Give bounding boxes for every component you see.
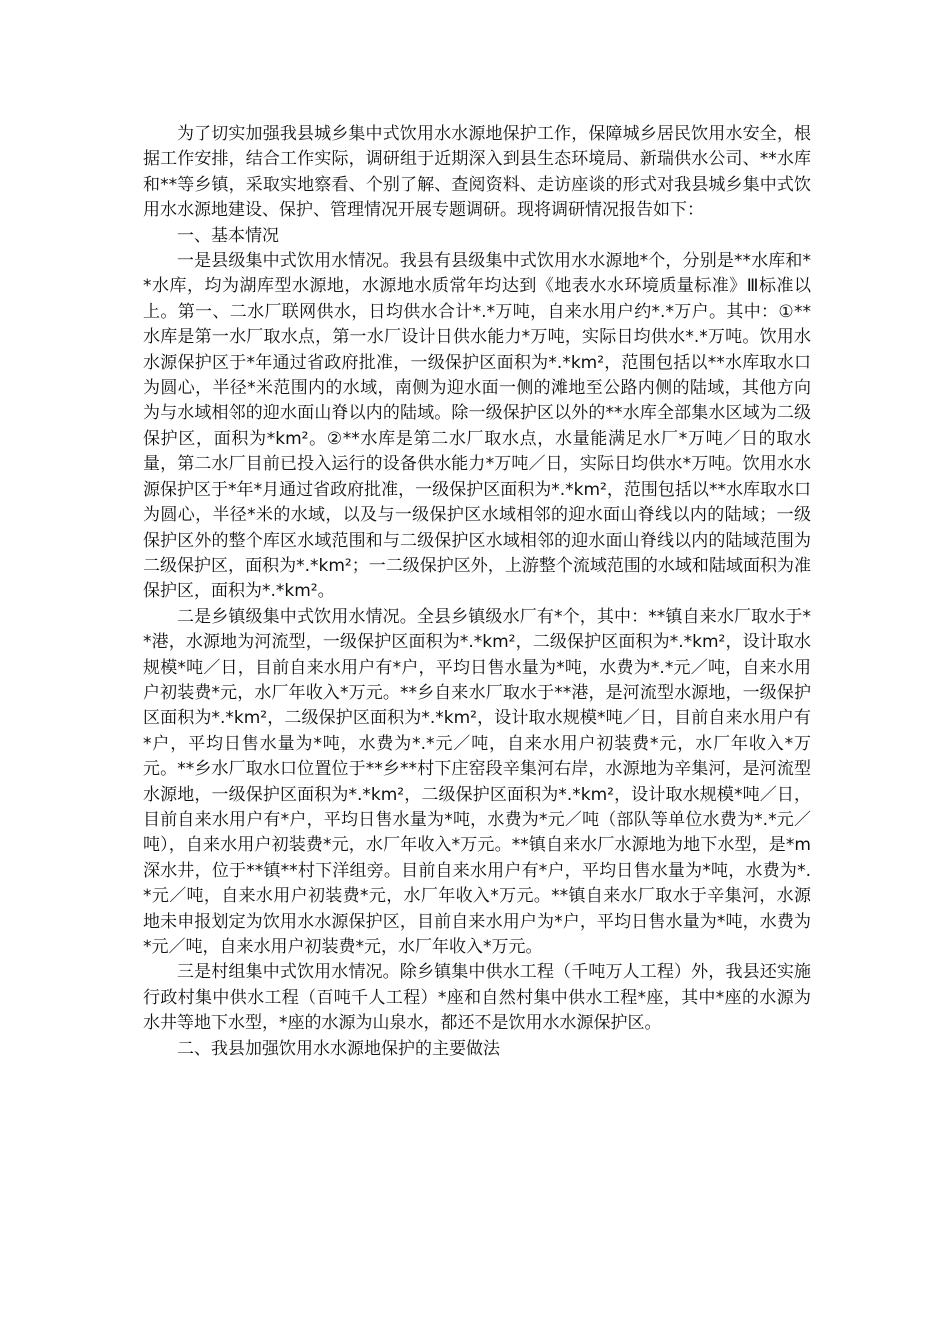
intro-paragraph: 为了切实加强我县城乡集中式饮用水水源地保护工作，保障城乡居民饮用水安全，根据工作安排，结合工作实际，调研组于近期深入到县生态环境局、新瑞供水公司、**水库和**等乡镇，采取实地察看、个别了解、查阅资料、走访座谈的形式对我县城乡集中式饮用水水源地建设、保护、管理情况开展专题调研。现将调研情况报告如下： (143, 124, 811, 221)
county-level-paragraph: 一是县级集中式饮用水情况。我县有县级集中式饮用水水源地*个，分别是**水库和**水库，均为湖库型水源地，水源地水质常年均达到《地表水水环境质量标准》Ⅲ标准以上。第一、二水厂联网供水，日均供水合计*.*万吨，自来水用户约*.*万户。其中：①**水库是第一水厂取水点，第一水厂设计日供水能力*万吨，实际日均供水*.*万吨。饮用水水源保护区于*年通过省政府批准，一级保护区面积为*.*km²，范围包括以**水库取水口为圆心，半径*米范围内的水域，南侧为迎水面一侧的滩地至公路内侧的陆域，其他方向为与水域相邻的迎水面山脊以内的陆域。除一级保护区以外的**水库全部集水区域为二级保护区，面积为*km²。②**水库是第二水厂取水点，水量能满足水厂*万吨／日的取水量，第二水厂目前已投入运行的设备供水能力*万吨／日，实际日均供水*万吨。饮用水水源保护区于*年*月通过省政府批准，一级保护区面积为*.*km²，范围包括以**水库取水口为圆心，半径*米的水域，以及与一级保护区水域相邻的迎水面山脊线以内的陆域；一级保护区外的整个库区水域范围和与二级保护区水域相邻的迎水面山脊线以内的陆域范围为二级保护区，面积为*.*km²；一二级保护区外，上游整个流域范围的水域和陆域面积为准保护区，面积为*.*km²。 (143, 251, 811, 602)
document-body (143, 122, 811, 1062)
section-heading-main-practices: 二、我县加强饮用水水源地保护的主要做法 (177, 1038, 500, 1059)
section-heading-basic-situation: 一、基本情况 (177, 225, 279, 246)
village-level-paragraph: 三是村组集中式饮用水情况。除乡镇集中供水工程（千吨万人工程）外，我县还实施行政村集中供水工程（百吨千人工程）*座和自然村集中供水工程*座，其中*座的水源为水井等地下水型，*座的水源为山泉水，都还不是饮用水水源保护区。 (143, 962, 811, 1034)
township-level-paragraph: 二是乡镇级集中式饮用水情况。全县乡镇级水厂有*个，其中：**镇自来水厂取水于**港，水源地为河流型，一级保护区面积为*.*km²，二级保护区面积为*.*km²，设计取水规模*吨／日，目前自来水用户有*户，平均日售水量为*吨，水费为*.*元／吨，自来水用户初装费*元，水厂年收入*万元。**乡自来水厂取水于**港，是河流型水源地，一级保护区面积为*.*km²，二级保护区面积为*.*km²，设计取水规模*吨／日，目前自来水用户有*户，平均日售水量为*吨，水费为*.*元／吨，自来水用户初装费*元，水厂年收入*万元。**乡水厂取水口位置位于**乡**村下庄窑段辛集河右岸，水源地为辛集河，是河流型水源地，一级保护区面积为*.*km²，二级保护区面积为*.*km²，设计取水规模*吨／日，目前自来水用户有*户，平均日售水量为*吨，水费为*元／吨（部队等单位水费为*.*元／吨），自来水用户初装费*元，水厂年收入*万元。**镇自来水厂水源地为地下水型，是*m 深水井，位于**镇**村下洋组旁。目前自来水用户有*户，平均日售水量为*吨，水费为*.*元／吨，自来水用户初装费*元，水厂年收入*万元。**镇自来水厂取水于辛集河，水源地未申报划定为饮用水水源保护区，目前自来水用户为*户，平均日售水量为*吨，水费为*元／吨，自来水用户初装费*元，水厂年收入*万元。 (143, 606, 811, 957)
